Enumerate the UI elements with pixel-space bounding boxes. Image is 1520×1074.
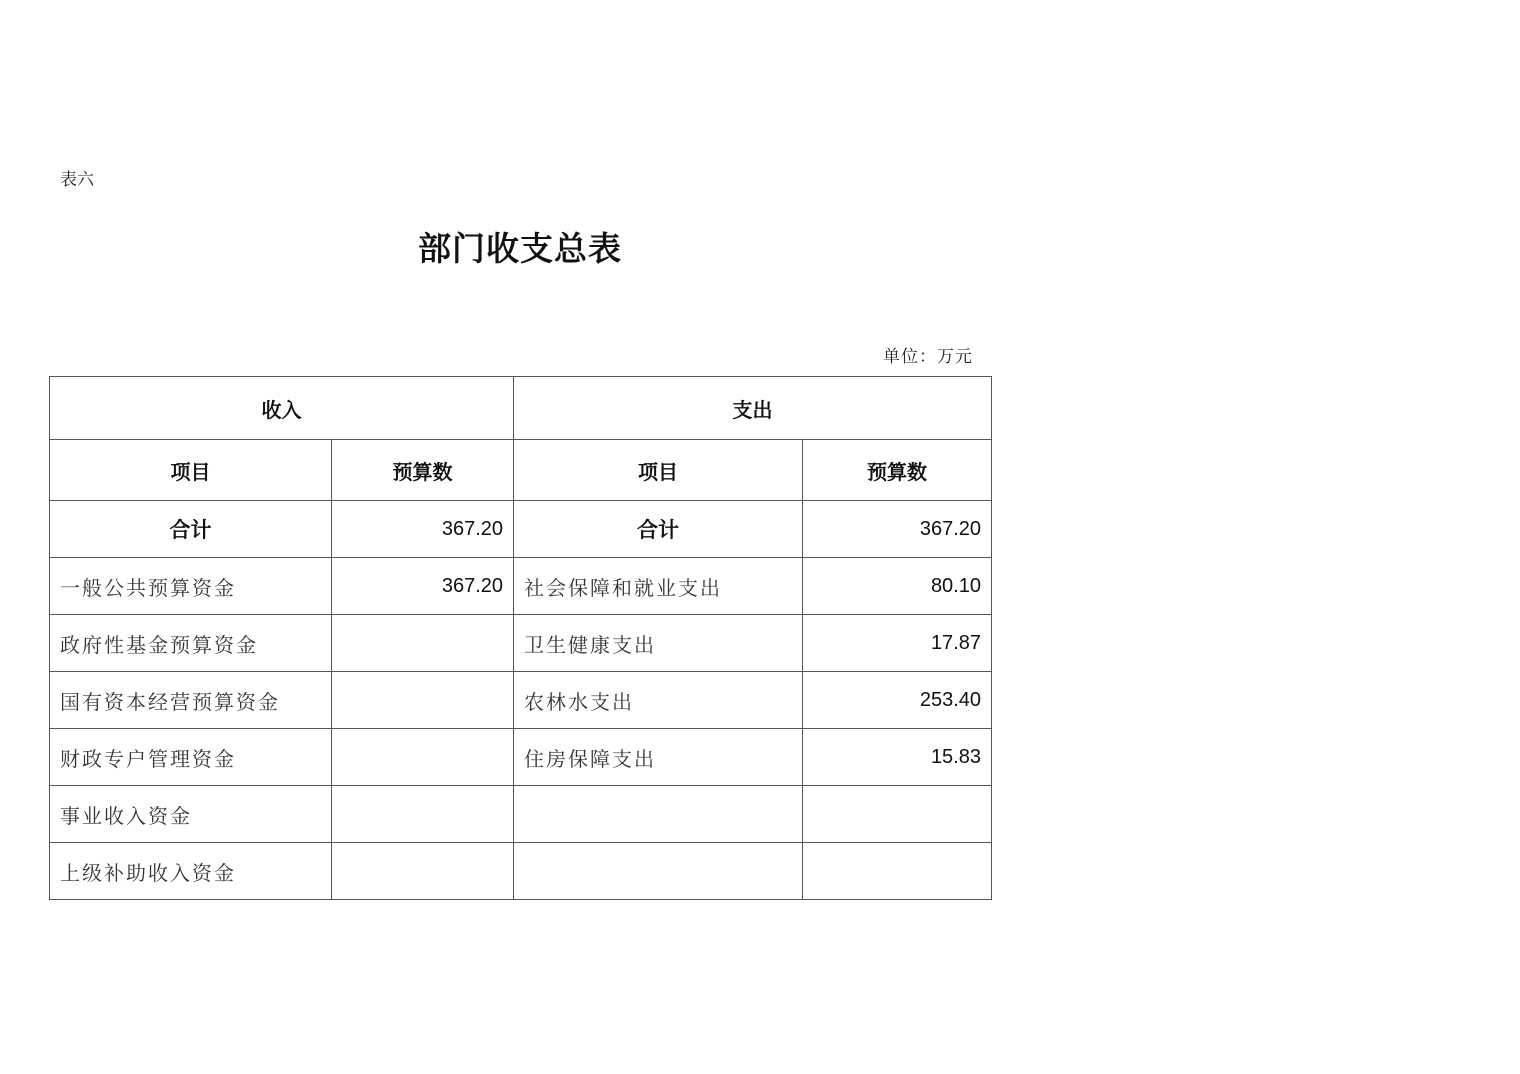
income-item-cell: 一般公共预算资金 (50, 558, 332, 615)
expense-item-cell (514, 786, 803, 843)
section-header-row (50, 377, 992, 440)
income-value-cell (332, 615, 514, 672)
income-total-label: 合计 (50, 501, 332, 558)
expense-section-header: 支出 (514, 377, 992, 440)
table-number-label: 表六 (60, 170, 94, 190)
expense-value-cell: 15.83 (803, 729, 992, 786)
unit-label: 单位：万元 (883, 347, 973, 367)
table-row (50, 786, 992, 843)
income-item-cell: 国有资本经营预算资金 (50, 672, 332, 729)
expense-item-cell: 住房保障支出 (514, 729, 803, 786)
income-total-value: 367.20 (332, 501, 514, 558)
page-title: 部门收支总表 (418, 229, 622, 268)
income-value-cell (332, 672, 514, 729)
budget-summary-table (49, 376, 992, 900)
expense-value-cell: 17.87 (803, 615, 992, 672)
table-row (50, 558, 992, 615)
expense-value-cell: 80.10 (803, 558, 992, 615)
expense-value-cell (803, 843, 992, 900)
income-budget-column-header: 预算数 (332, 440, 514, 501)
expense-item-column-header: 项目 (514, 440, 803, 501)
income-value-cell: 367.20 (332, 558, 514, 615)
income-item-cell: 政府性基金预算资金 (50, 615, 332, 672)
income-section-header: 收入 (50, 377, 514, 440)
expense-item-cell (514, 843, 803, 900)
expense-value-cell: 253.40 (803, 672, 992, 729)
total-row (50, 501, 992, 558)
income-value-cell (332, 786, 514, 843)
expense-item-cell: 农林水支出 (514, 672, 803, 729)
table-row (50, 843, 992, 900)
income-item-cell: 财政专户管理资金 (50, 729, 332, 786)
income-item-cell: 事业收入资金 (50, 786, 332, 843)
expense-item-cell: 社会保障和就业支出 (514, 558, 803, 615)
income-value-cell (332, 729, 514, 786)
expense-value-cell (803, 786, 992, 843)
table-row (50, 729, 992, 786)
column-header-row (50, 440, 992, 501)
expense-total-label: 合计 (514, 501, 803, 558)
expense-budget-column-header: 预算数 (803, 440, 992, 501)
income-item-cell: 上级补助收入资金 (50, 843, 332, 900)
table-row (50, 615, 992, 672)
expense-item-cell: 卫生健康支出 (514, 615, 803, 672)
income-value-cell (332, 843, 514, 900)
expense-total-value: 367.20 (803, 501, 992, 558)
table-row (50, 672, 992, 729)
income-item-column-header: 项目 (50, 440, 332, 501)
